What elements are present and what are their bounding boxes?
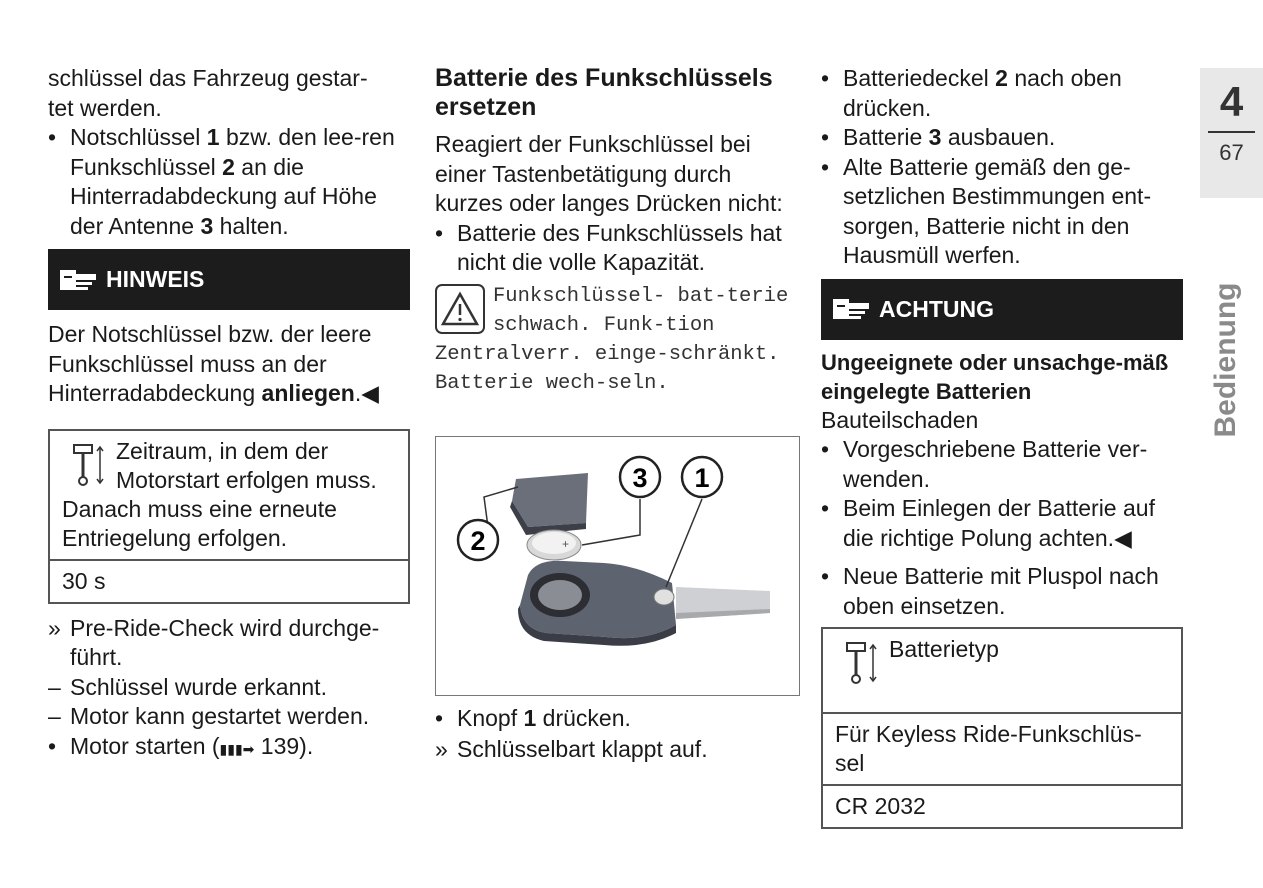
section-side-label: Bedienung [1209,282,1242,438]
battery-type-row: Für Keyless Ride-Funkschlüs-sel [823,712,1181,784]
intro-text: schlüssel das Fahrzeug gestar- tet werden. [48,65,368,121]
list-item: • Batterie des Funkschlüssels hat nicht die volle Kapazität. [435,219,782,275]
battery-type-box [821,627,1183,829]
list-item: » Pre-Ride-Check wird durchge-führt. [48,614,380,670]
chapter-number: 4 [1219,78,1244,125]
list-item: – Schlüssel wurde erkannt. [48,673,327,700]
spec-box [48,429,410,604]
achtung-banner [821,279,1183,340]
hinweis-banner [48,249,410,310]
svg-text:+: + [562,536,570,551]
list-item: • Neue Batterie mit Pluspol nach oben einsetzen. [821,563,1159,619]
chapter-tab [1200,68,1263,198]
battery-type-title: Batterietyp [889,636,999,662]
spec-tool-icon [845,641,881,685]
achtung-subheading: Bauteilschaden [821,406,979,433]
hinweis-text: Der Notschlüssel bzw. der leere Funkschlüssel muss an der Hinterradabdeckung anliegen.◀ [48,321,379,406]
list-item: • Beim Einlegen der Batterie auf die richtige Polung achten.◀ [821,495,1155,551]
list-item: • Motor starten (▮▮▮➡ 139). [48,732,314,759]
spec-tool-icon [72,443,108,487]
achtung-heading: Ungeeignete oder unsachge-mäß eingelegte Batterien [821,349,1169,404]
section-intro: Reagiert der Funkschlüssel bei einer Tastenbetätigung durch kurzes oder langes Drücken nicht: [435,131,783,216]
list-item: • Batteriedeckel 2 nach oben drücken. [821,65,1122,121]
section-heading: Batterie des Funkschlüssels ersetzen [435,64,773,121]
column-2 [435,64,800,765]
display-message: Funkschlüssel- bat-terie schwach. Funk-tion Zentralverr. einge-schränkt. Batterie wech-seln. [435,284,789,395]
list-item: • Vorgeschriebene Batterie ver-wenden. [821,436,1148,492]
list-item: » Schlüsselbart klappt auf. [435,736,708,762]
list-item: – Motor kann gestartet werden. [48,703,370,729]
hinweis-label: HINWEIS [106,266,205,292]
page-reference-arrow-icon: ▮▮▮➡ [219,740,255,757]
key-battery-figure [435,436,800,696]
achtung-label: ACHTUNG [879,295,994,322]
spec-value: 30 s [50,559,408,602]
note-hand-icon [831,293,871,325]
list-item: • Knopf 1 drücken. [435,704,631,731]
tab-divider [1208,131,1255,133]
column-1 [48,64,410,764]
callout-3-label: 3 [632,462,648,493]
warning-triangle-icon [435,284,485,334]
callout-1-label: 1 [694,462,710,493]
callout-2-label: 2 [470,525,486,556]
list-item: • Notschlüssel 1 bzw. den lee-ren Funkschlüssel 2 an die Hinterradabdeckung auf Höhe der Antenne 3 halten. [48,124,395,239]
column-3 [821,64,1183,829]
battery-type-value: CR 2032 [823,784,1181,827]
key-illustration [436,437,798,692]
list-item: • Batterie 3 ausbauen. [821,124,1056,150]
page-number: 67 [1219,140,1244,165]
note-hand-icon [58,264,98,296]
spec-description: Zeitraum, in dem der Motorstart erfolgen muss. Danach muss eine erneute Entriegelung erfolgen. [62,437,377,551]
list-item: • Alte Batterie gemäß den ge-setzlichen Bestimmungen ent-sorgen, Batterie nicht in den Hausmüll werfen. [821,153,1152,268]
